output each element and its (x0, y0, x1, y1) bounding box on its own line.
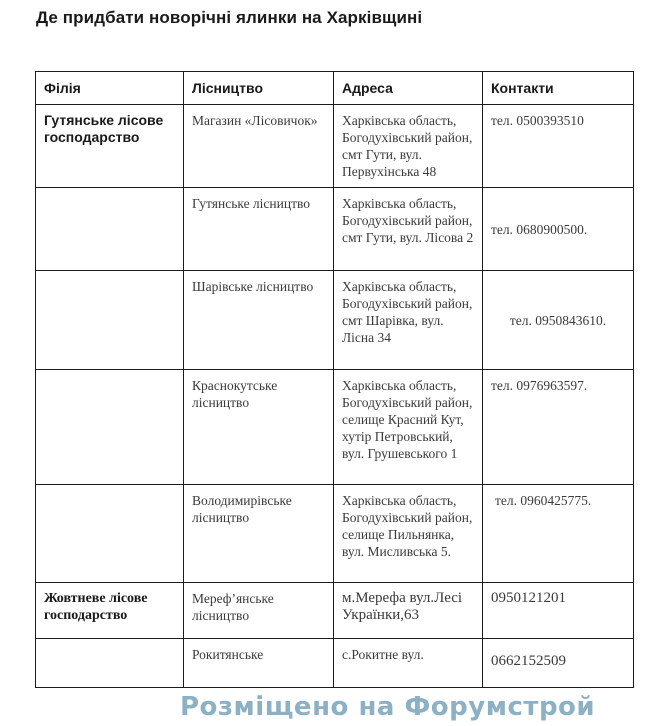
table-row (36, 485, 634, 583)
address-cell: Харківська область, Богодухівський район, селище Пильнянка, вул. Мисливська 5. (334, 485, 483, 583)
forestry-cell: Мереф’янське лісництво (184, 583, 334, 639)
contact-cell: тел. 0950843610. (483, 271, 634, 370)
forestry-cell: Гутянське лісництво (184, 188, 334, 271)
forestry-cell: Рокитянське (184, 639, 334, 688)
table-row (36, 271, 634, 370)
watermark: Розміщено на Форумстрой (180, 692, 596, 722)
branch-cell (36, 485, 184, 583)
table-row (36, 105, 634, 188)
contact-cell: тел. 0960425775. (483, 485, 634, 583)
table-row (36, 583, 634, 639)
page-title: Де придбати новорічні ялинки на Харківщині (36, 8, 423, 27)
address-cell: Харківська область, Богодухівський район, смт Гути, вул. Первухінська 48 (334, 105, 483, 188)
address-cell: м.Мерефа вул.Лесі Українки,63 (334, 583, 483, 639)
header-address: Адреса (334, 72, 483, 105)
forestry-cell: Краснокутське лісництво (184, 370, 334, 485)
table-header-row (36, 72, 634, 105)
address-cell: с.Рокитне вул. (334, 639, 483, 688)
contact-cell: 0662152509 (483, 639, 634, 688)
branch-cell: Гутянське лісове господарство (36, 105, 184, 188)
forestry-cell: Володимирівське лісництво (184, 485, 334, 583)
branch-cell: Жовтневе лісове господарство (36, 583, 184, 639)
contact-cell: тел. 0976963597. (483, 370, 634, 485)
address-cell: Харківська область, Богодухівський район, смт Гути, вул. Лісова 2 (334, 188, 483, 271)
christmas-tree-sellers-table (35, 71, 634, 688)
address-cell: Харківська область, Богодухівський район, селище Красний Кут, хутір Петровський, вул. Грушевського 1 (334, 370, 483, 485)
table-row (36, 188, 634, 271)
table-row (36, 639, 634, 688)
contact-cell: тел. 0680900500. (483, 188, 634, 271)
address-cell: Харківська область, Богодухівський район, смт Шарівка, вул. Лісна 34 (334, 271, 483, 370)
contact-cell: 0950121201 (483, 583, 634, 639)
branch-cell (36, 271, 184, 370)
header-forestry: Лісництво (184, 72, 334, 105)
forestry-cell: Шарівське лісництво (184, 271, 334, 370)
branch-cell (36, 188, 184, 271)
table-row (36, 370, 634, 485)
branch-cell (36, 370, 184, 485)
branch-cell (36, 639, 184, 688)
header-contacts: Контакти (483, 72, 634, 105)
forestry-cell: Магазин «Лісовичок» (184, 105, 334, 188)
contact-cell: тел. 0500393510 (483, 105, 634, 188)
header-branch: Філія (36, 72, 184, 105)
